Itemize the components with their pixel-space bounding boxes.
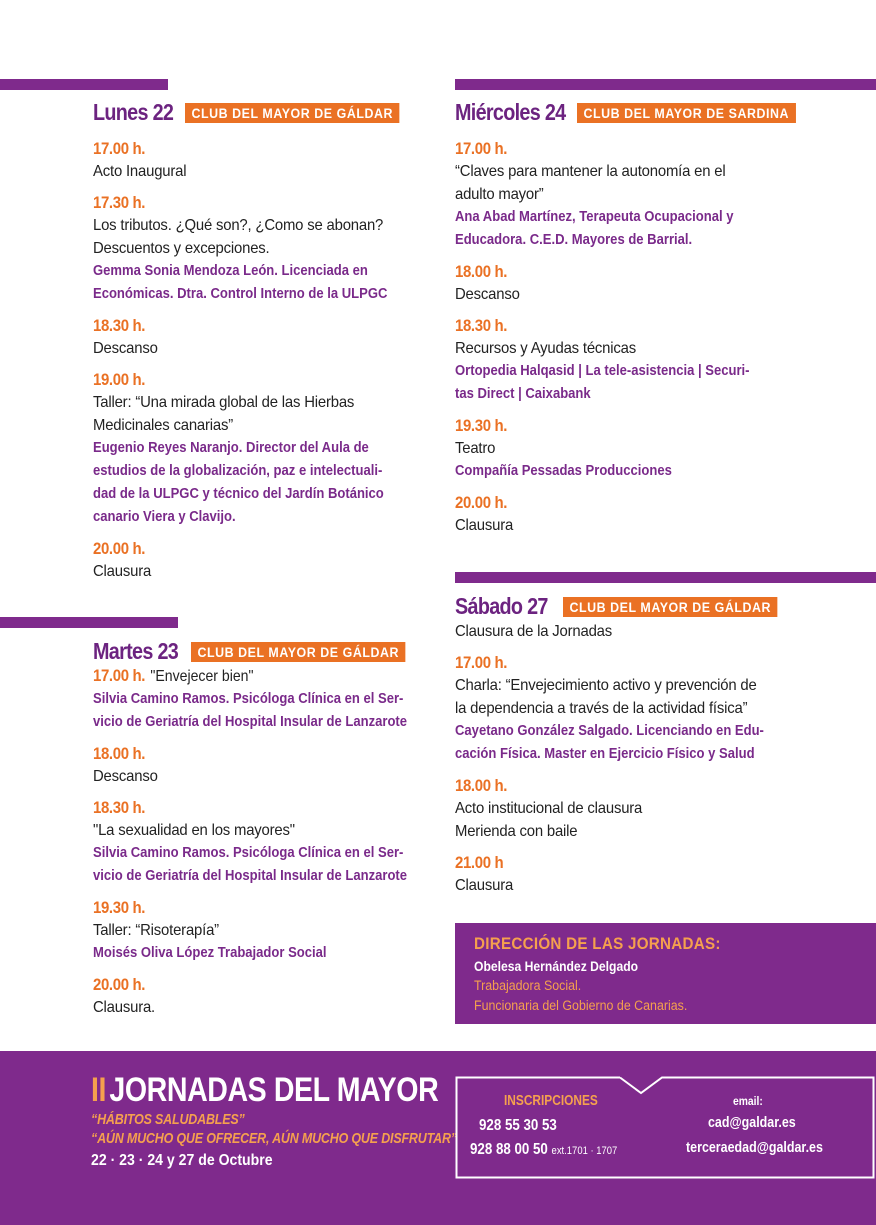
entry-time — [455, 138, 743, 160]
entry-time — [455, 852, 757, 874]
schedule-entry — [455, 852, 798, 897]
schedule-entry — [93, 974, 442, 1019]
entry-topic: Descuentos y excepciones. — [93, 240, 270, 257]
entry-speaker: Silvia Camino Ramos. Psicóloga Clínica en el Ser- — [93, 691, 404, 707]
entry-speaker: dad de la ULPGC y técnico del Jardín Botánico — [93, 486, 384, 502]
schedule-entry — [455, 315, 782, 406]
entry-time — [93, 138, 381, 160]
time-label: 18.30 h. — [93, 798, 146, 817]
entry-speaker: Económicas. Dtra. Control Interno de la ULPGC — [93, 286, 388, 302]
entry-speaker: Cayetano González Salgado. Licenciando en Edu- — [455, 723, 764, 739]
entry-topic: Acto Inaugural — [93, 163, 187, 180]
email-link[interactable]: terceraedad@galdar.es — [686, 1140, 823, 1156]
footer — [0, 1051, 876, 1225]
entry-topic: Los tributos. ¿Qué son?, ¿Como se abonan? — [93, 217, 384, 234]
entry-time — [93, 315, 381, 337]
schedule-entry — [93, 538, 420, 583]
entry-time — [455, 415, 743, 437]
entry-time — [93, 665, 400, 688]
phone-extension: ext.1701 · 1707 — [551, 1145, 618, 1157]
section-bar-monday — [0, 79, 168, 90]
footer-title — [91, 1071, 438, 1110]
direccion-box — [455, 923, 876, 1024]
entry-topic: Descanso — [93, 340, 158, 357]
entry-speaker: Silvia Camino Ramos. Psicóloga Clínica en el Ser- — [93, 845, 404, 861]
entry-topic: Taller: “Una mirada global de las Hierbas — [93, 394, 355, 411]
entry-time — [455, 261, 743, 283]
schedule-entry — [93, 743, 442, 788]
entry-topic: "Envejecer bien" — [150, 668, 254, 685]
entry-time — [455, 652, 757, 674]
time-label: 20.00 h. — [93, 975, 146, 994]
entry-topic: Medicinales canarias” — [93, 417, 234, 434]
time-label: 17.30 h. — [93, 193, 146, 212]
entry-speaker: Educadora. C.E.D. Mayores de Barrial. — [455, 232, 693, 248]
monday-schedule — [93, 138, 420, 592]
saturday-schedule — [455, 620, 798, 906]
schedule-entry — [455, 652, 798, 766]
entry-speaker: vicio de Geriatría del Hospital Insular de Lanzarote — [93, 714, 408, 730]
entry-time — [455, 775, 757, 797]
wednesday-schedule — [455, 138, 782, 546]
entry-topic: Charla: “Envejecimiento activo y prevención de — [455, 677, 757, 694]
entry-topic: “Claves para mantener la autonomía en el — [455, 163, 726, 180]
schedule-entry — [93, 665, 442, 734]
day-title: Sábado 27 — [455, 593, 548, 619]
saturday-header — [455, 593, 796, 620]
schedule-entry — [93, 192, 420, 306]
entry-time — [93, 797, 400, 819]
time-label: 19.30 h. — [455, 416, 508, 435]
entry-topic: Acto institucional de clausura — [455, 800, 643, 817]
entry-speaker: estudios de la globalización, paz e intelectuali- — [93, 463, 383, 479]
entry-time — [455, 492, 743, 514]
club-badge: CLUB DEL MAYOR DE GÁLDAR — [563, 597, 778, 617]
time-label: 19.00 h. — [93, 370, 146, 389]
entry-topic: "La sexualidad en los mayores" — [93, 822, 295, 839]
edition-number: II — [91, 1071, 107, 1109]
time-label: 17.00 h. — [93, 139, 146, 158]
phone-number[interactable] — [470, 1141, 617, 1159]
entry-speaker: Eugenio Reyes Naranjo. Director del Aula de — [93, 440, 369, 456]
entry-speaker: Ana Abad Martínez, Terapeuta Ocupacional y — [455, 209, 734, 225]
time-label: 19.30 h. — [93, 898, 146, 917]
time-label: 18.00 h. — [455, 262, 508, 281]
entry-time — [93, 897, 400, 919]
direccion-title: DIRECCIÓN DE LAS JORNADAS: — [474, 935, 721, 953]
schedule-entry — [93, 369, 420, 529]
day-title: Lunes 22 — [93, 99, 174, 125]
entry-topic: Clausura. — [93, 999, 156, 1016]
time-label: 18.30 h. — [93, 316, 146, 335]
day-title: Martes 23 — [93, 638, 179, 664]
phone-main: 928 88 00 50 — [470, 1141, 548, 1158]
time-label: 18.00 h. — [93, 744, 146, 763]
time-label: 20.00 h. — [455, 493, 508, 512]
direccion-role: Trabajadora Social. — [474, 978, 582, 993]
entry-speaker: Ortopedia Halqasid | La tele-asistencia | Securi- — [455, 363, 750, 379]
entry-topic: Recursos y Ayudas técnicas — [455, 340, 636, 357]
direccion-name: Obelesa Hernández Delgado — [474, 959, 639, 974]
schedule-entry — [455, 261, 782, 306]
schedule-entry — [455, 138, 782, 252]
email-link[interactable]: cad@galdar.es — [708, 1115, 796, 1131]
footer-subtitle: “HÁBITOS SALUDABLES” — [91, 1112, 245, 1128]
entry-topic: Teatro — [455, 440, 496, 457]
time-label: 18.00 h. — [455, 776, 508, 795]
time-label: 17.00 h. — [455, 653, 508, 672]
schedule-entry — [93, 797, 442, 888]
club-badge: CLUB DEL MAYOR DE GÁLDAR — [185, 103, 400, 123]
time-label: 17.00 h. — [93, 666, 146, 685]
entry-time — [93, 538, 381, 560]
time-label: 21.00 h — [455, 853, 504, 872]
entry-topic: Clausura — [93, 563, 152, 580]
club-badge: CLUB DEL MAYOR DE GÁLDAR — [191, 642, 406, 662]
entry-topic: Descanso — [455, 286, 520, 303]
saturday-intro: Clausura de la Jornadas — [455, 623, 613, 640]
entry-speaker: Moisés Oliva López Trabajador Social — [93, 945, 327, 961]
schedule-entry — [93, 897, 442, 965]
entry-topic: la dependencia a través de la actividad física” — [455, 700, 748, 717]
entry-speaker: Compañía Pessadas Producciones — [455, 463, 672, 479]
entry-topic: adulto mayor” — [455, 186, 544, 203]
tuesday-header — [93, 638, 424, 665]
email-label: email: — [733, 1094, 763, 1108]
footer-dates: 22 · 23 · 24 y 27 de Octubre — [91, 1152, 273, 1169]
entry-time — [93, 974, 400, 996]
phone-number[interactable]: 928 55 30 53 — [479, 1117, 557, 1134]
schedule-entry — [93, 138, 420, 183]
section-bar-wednesday — [455, 79, 876, 90]
schedule-entry — [93, 315, 420, 360]
schedule-entry — [455, 415, 782, 483]
event-title: JORNADAS DEL MAYOR — [109, 1071, 439, 1109]
entry-time — [455, 315, 743, 337]
entry-topic: Clausura — [455, 517, 514, 534]
entry-topic: Taller: “Risoterapía” — [93, 922, 219, 939]
entry-speaker: canario Viera y Clavijo. — [93, 509, 236, 525]
time-label: 18.30 h. — [455, 316, 508, 335]
entry-topic: Clausura — [455, 877, 514, 894]
tuesday-schedule — [93, 665, 442, 1028]
entry-time — [93, 743, 400, 765]
section-bar-tuesday — [0, 617, 178, 628]
entry-speaker: cación Física. Master en Ejercicio Físico y Salud — [455, 746, 755, 762]
entry-topic: Merienda con baile — [455, 823, 578, 840]
schedule-entry — [455, 775, 798, 843]
footer-subtitle: “AÚN MUCHO QUE OFRECER, AÚN MUCHO QUE DISFRUTAR” — [91, 1131, 457, 1147]
monday-header — [93, 99, 418, 126]
time-label: 20.00 h. — [93, 539, 146, 558]
club-badge: CLUB DEL MAYOR DE SARDINA — [577, 103, 796, 123]
entry-speaker: tas Direct | Caixabank — [455, 386, 591, 402]
entry-speaker: Gemma Sonia Mendoza León. Licenciada en — [93, 263, 368, 279]
direccion-role: Funcionaria del Gobierno de Canarias. — [474, 998, 688, 1013]
entry-time — [93, 369, 381, 391]
section-bar-saturday — [455, 572, 876, 583]
time-label: 17.00 h. — [455, 139, 508, 158]
entry-topic: Descanso — [93, 768, 158, 785]
inscripciones-label: INSCRIPCIONES — [504, 1093, 598, 1109]
entry-speaker: vicio de Geriatría del Hospital Insular de Lanzarote — [93, 868, 408, 884]
wednesday-header — [455, 99, 815, 126]
schedule-entry — [455, 492, 782, 537]
day-title: Miércoles 24 — [455, 99, 566, 125]
entry-time — [93, 192, 381, 214]
